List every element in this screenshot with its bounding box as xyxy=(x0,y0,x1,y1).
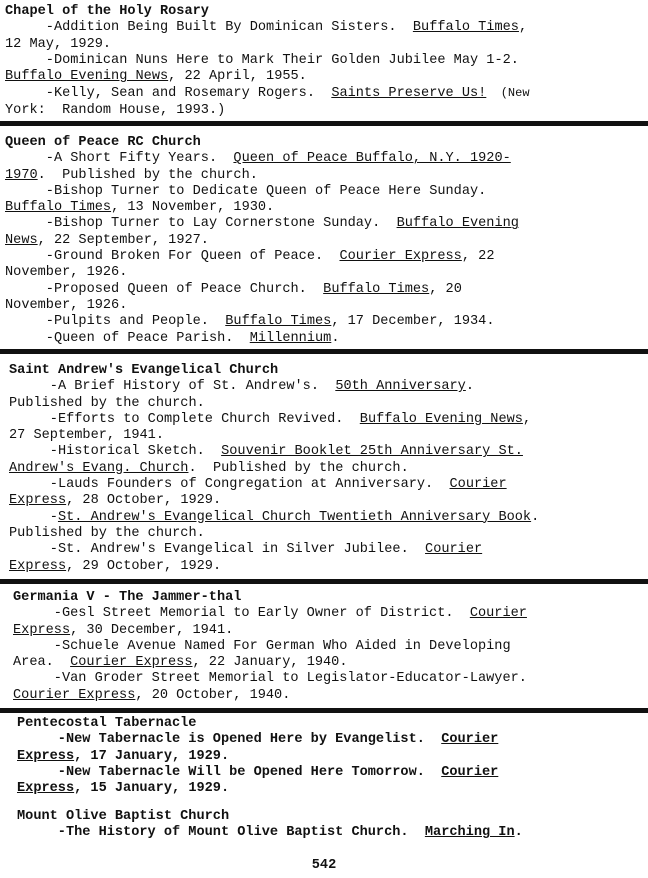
entry-line xyxy=(0,542,648,558)
citation-source: Souvenir Booklet 25th Anniversary St. xyxy=(221,444,523,460)
entry-line xyxy=(0,765,648,781)
entry-line xyxy=(0,379,648,395)
entry-line: -Dominican Nuns Here to Mark Their Golden Jubilee May 1-2. xyxy=(5,52,519,68)
section-divider xyxy=(0,579,648,584)
entry-text: . Published by the church. xyxy=(188,460,409,476)
entry-text: - xyxy=(9,509,58,525)
entry-text: -New Tabernacle Will be Opened Here Tomorrow. xyxy=(17,764,442,780)
citation-source: St. Andrew's Evangelical Church Twentieth Anniversary Book xyxy=(57,509,532,525)
citation-source: Marching In xyxy=(424,825,515,841)
section-title: Chapel of the Holy Rosary xyxy=(5,4,209,19)
entry-line xyxy=(0,444,648,460)
section-mount-olive xyxy=(0,809,648,842)
entry-text: . xyxy=(531,509,540,525)
entry-text: Area. xyxy=(13,655,71,671)
entry-text: , 20 xyxy=(429,281,462,297)
page-number: 542 xyxy=(311,858,337,873)
entry-text: -Addition Being Built By Dominican Sisters. xyxy=(5,20,413,36)
entry-line xyxy=(0,493,648,509)
section-title: Germania V - The Jammer-thal xyxy=(13,590,242,605)
entry-line xyxy=(0,233,648,249)
entry-text: -A Short Fifty Years. xyxy=(5,151,234,167)
entry-line xyxy=(0,781,648,797)
entry-text: , xyxy=(518,20,528,36)
entry-text: . xyxy=(331,330,340,346)
citation-source: Express xyxy=(9,558,67,574)
entry-line xyxy=(0,151,648,167)
entry-line xyxy=(0,282,648,298)
citation-source: Courier xyxy=(425,542,483,558)
entry-text: , 13 November, 1930. xyxy=(111,200,275,216)
section-saint-andrews xyxy=(0,363,648,575)
citation-source: Buffalo Evening News xyxy=(5,69,169,85)
entry-line: November, 1926. xyxy=(5,297,128,313)
entry-line: York: Random House, 1993.) xyxy=(5,102,226,118)
section-title: Queen of Peace RC Church xyxy=(5,135,201,150)
entry-line xyxy=(0,559,648,575)
entry-text: , 22 April, 1955. xyxy=(168,69,307,85)
citation-source: Courier Express xyxy=(70,655,193,671)
entry-line xyxy=(0,688,648,704)
entry-text: , 22 January, 1940. xyxy=(192,655,348,671)
entry-text: , 17 January, 1929. xyxy=(74,748,230,764)
citation-source: Express xyxy=(13,622,71,638)
entry-text: -Queen of Peace Parish. xyxy=(5,330,250,346)
citation-source: Buffalo Evening News xyxy=(359,411,523,427)
entry-line xyxy=(0,69,648,85)
citation-source: Saints Preserve Us! xyxy=(331,86,487,102)
citation-source: Courier xyxy=(441,764,499,780)
citation-source: Express xyxy=(9,493,67,509)
entry-line xyxy=(0,85,648,102)
entry-line: 27 September, 1941. xyxy=(9,428,164,444)
entry-text: -Proposed Queen of Peace Church. xyxy=(5,281,324,297)
entry-text: -The History of Mount Olive Baptist Church. xyxy=(17,825,425,841)
citation-source: Express xyxy=(17,748,75,764)
entry-text: -Gesl Street Memorial to Early Owner of District. xyxy=(13,606,470,622)
entry-line xyxy=(0,314,648,330)
entry-line xyxy=(0,825,648,841)
entry-line xyxy=(0,216,648,232)
entry-text: -Ground Broken For Queen of Peace. xyxy=(5,249,340,265)
section-title: Pentecostal Tabernacle xyxy=(17,716,197,731)
entry-text: -Historical Sketch. xyxy=(9,444,222,460)
citation-source: Buffalo Times xyxy=(323,281,430,297)
section-queen-of-peace xyxy=(0,135,648,347)
entry-text: , 22 September, 1927. xyxy=(37,232,209,248)
citation-source: Buffalo Evening xyxy=(396,216,519,232)
citation-source: Buffalo Times xyxy=(412,20,519,36)
section-title: Saint Andrew's Evangelical Church xyxy=(9,363,279,378)
entry-text: -New Tabernacle is Opened Here by Evangelist. xyxy=(17,732,442,748)
citation-source: 50th Anniversary xyxy=(335,379,466,395)
entry-text: (New xyxy=(486,86,530,101)
citation-source: Courier xyxy=(469,606,527,622)
citation-source: Courier Express xyxy=(13,687,136,703)
citation-source: News xyxy=(5,232,38,248)
entry-line xyxy=(0,510,648,526)
section-chapel-holy-rosary xyxy=(0,4,648,119)
citation-source: 1970 xyxy=(5,167,38,183)
entry-line xyxy=(0,749,648,765)
citation-source: Courier xyxy=(449,477,507,493)
entry-line xyxy=(0,461,648,477)
section-divider xyxy=(0,708,648,713)
section-pentecostal-tabernacle xyxy=(0,716,648,797)
entry-text: -Lauds Founders of Congregation at Anniversary. xyxy=(9,477,450,493)
entry-text: -A Brief History of St. Andrew's. xyxy=(9,379,336,395)
entry-text: , 30 December, 1941. xyxy=(70,622,234,638)
section-divider xyxy=(0,121,648,126)
entry-text: -Kelly, Sean and Rosemary Rogers. xyxy=(5,86,332,102)
entry-line xyxy=(0,200,648,216)
citation-source: Courier Express xyxy=(339,249,462,265)
entry-line: Published by the church. xyxy=(9,395,205,411)
entry-text: , 22 xyxy=(461,249,495,265)
citation-source: Queen of Peace Buffalo, N.Y. 1920- xyxy=(233,151,511,167)
entry-text: , 20 October, 1940. xyxy=(135,687,291,703)
entry-text: , 15 January, 1929. xyxy=(74,781,230,797)
entry-line xyxy=(0,20,648,36)
entry-line xyxy=(0,655,648,671)
entry-text: -Pulpits and People. xyxy=(5,314,226,330)
citation-source: Buffalo Times xyxy=(5,200,112,216)
entry-text: . Published by the church. xyxy=(37,167,258,183)
citation-source: Courier xyxy=(441,732,499,748)
section-germania-v xyxy=(0,590,648,704)
entry-line xyxy=(0,412,648,428)
entry-line: 12 May, 1929. xyxy=(5,36,112,52)
entry-text: -Efforts to Complete Church Revived. xyxy=(9,411,360,427)
entry-text: . xyxy=(514,825,523,841)
citation-source: Andrew's Evang. Church xyxy=(9,460,189,476)
entry-line xyxy=(0,732,648,748)
entry-text: . xyxy=(465,379,475,395)
entry-line xyxy=(0,168,648,184)
entry-line xyxy=(0,331,648,347)
entry-line xyxy=(0,606,648,622)
entry-line xyxy=(0,249,648,265)
entry-text: , 29 October, 1929. xyxy=(66,558,222,574)
entry-line xyxy=(0,623,648,639)
entry-line: -Bishop Turner to Dedicate Queen of Peace Here Sunday. xyxy=(5,183,487,199)
entry-text: -St. Andrew's Evangelical in Silver Jubilee. xyxy=(9,542,426,558)
citation-source: Buffalo Times xyxy=(225,314,332,330)
entry-line: -Van Groder Street Memorial to Legislator-Educator-Lawyer. xyxy=(13,671,527,687)
entry-text: , 28 October, 1929. xyxy=(66,493,222,509)
entry-text: , 17 December, 1934. xyxy=(331,314,495,330)
entry-line: Published by the church. xyxy=(9,525,205,541)
entry-line: November, 1926. xyxy=(5,265,128,281)
section-divider xyxy=(0,349,648,354)
citation-source: Express xyxy=(17,781,75,797)
entry-line xyxy=(0,477,648,493)
citation-source: Millennium xyxy=(249,330,332,346)
section-title: Mount Olive Baptist Church xyxy=(17,809,230,824)
entry-line: -Schuele Avenue Named For German Who Aided in Developing xyxy=(13,638,511,654)
entry-text: -Bishop Turner to Lay Cornerstone Sunday. xyxy=(5,216,397,232)
entry-text: , xyxy=(522,411,532,427)
